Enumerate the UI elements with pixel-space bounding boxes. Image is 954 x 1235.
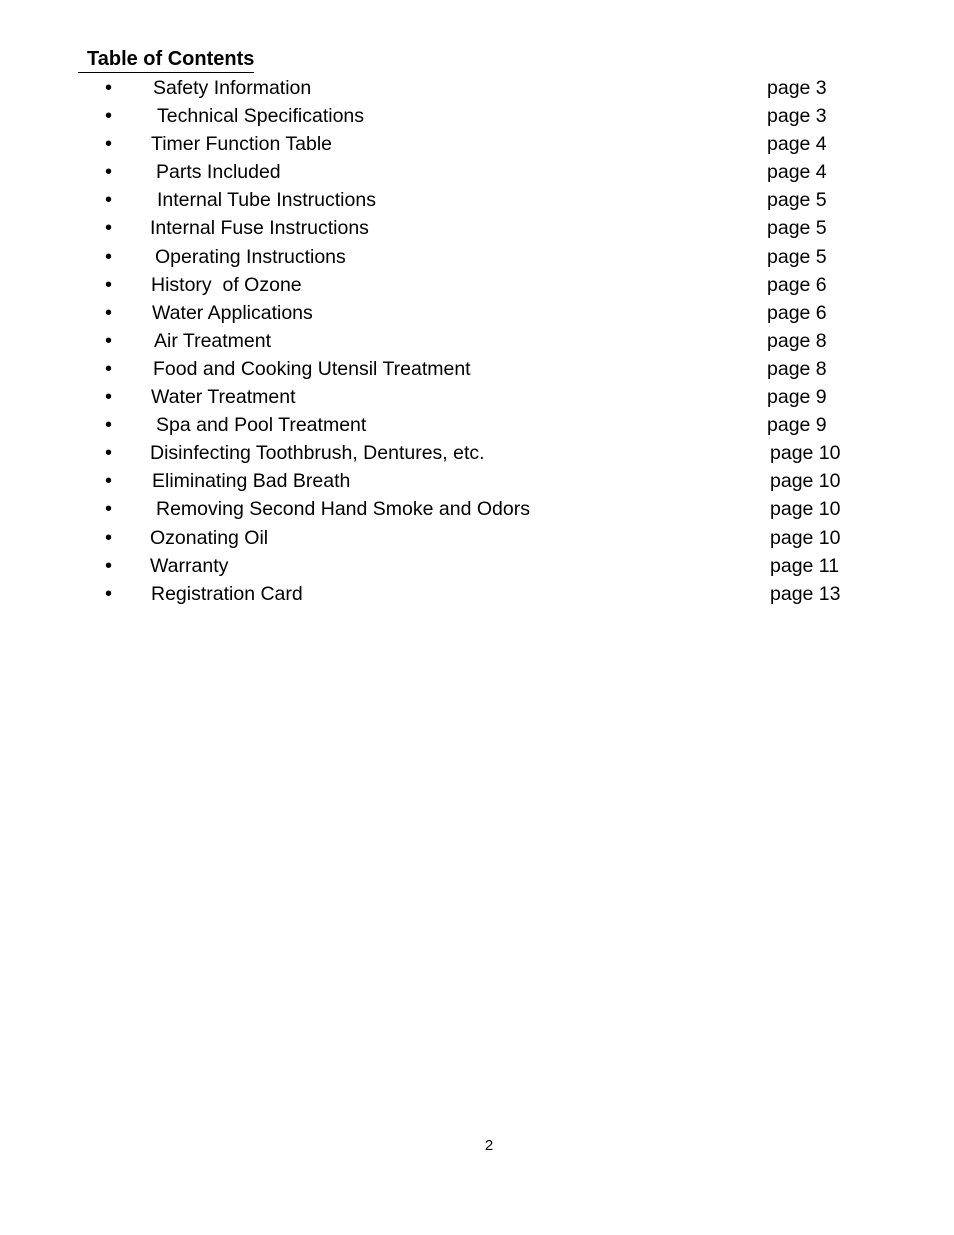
toc-entry-title: Parts Included <box>156 161 281 184</box>
page-number: 2 <box>484 1137 494 1154</box>
toc-list <box>0 74 954 608</box>
bullet-icon: • <box>105 105 113 128</box>
toc-entry <box>0 327 954 355</box>
toc-entry-page: page 3 <box>767 105 827 128</box>
toc-entry-page: page 6 <box>767 273 827 296</box>
toc-entry-title: Food and Cooking Utensil Treatment <box>153 357 471 380</box>
bullet-icon: • <box>105 414 113 437</box>
bullet-icon: • <box>105 554 113 577</box>
toc-entry <box>0 439 954 467</box>
toc-entry <box>0 186 954 214</box>
bullet-icon: • <box>105 301 113 324</box>
bullet-icon: • <box>105 357 113 380</box>
toc-entry-page: page 8 <box>767 357 827 380</box>
toc-entry-title: Timer Function Table <box>151 133 332 156</box>
bullet-icon: • <box>105 273 113 296</box>
toc-entry <box>0 130 954 158</box>
bullet-icon: • <box>105 470 113 493</box>
toc-entry <box>0 299 954 327</box>
bullet-icon: • <box>105 386 113 409</box>
bullet-icon: • <box>105 77 113 99</box>
toc-entry-title: Warranty <box>150 554 229 577</box>
toc-entry <box>0 214 954 242</box>
toc-entry-page: page 11 <box>770 554 840 577</box>
toc-entry-title: History of Ozone <box>151 273 302 296</box>
toc-entry-page: page 9 <box>767 414 827 437</box>
toc-entry-title: Disinfecting Toothbrush, Dentures, etc. <box>150 442 485 465</box>
toc-entry-page: page 5 <box>767 245 827 268</box>
toc-entry-title: Spa and Pool Treatment <box>156 414 367 437</box>
toc-entry-title: Air Treatment <box>154 329 272 352</box>
toc-entry <box>0 243 954 271</box>
toc-entry-page: page 4 <box>767 133 827 156</box>
toc-entry-page: page 10 <box>770 470 841 493</box>
toc-entry-title: Safety Information <box>153 77 312 99</box>
bullet-icon: • <box>105 498 113 521</box>
bullet-icon: • <box>105 582 113 605</box>
bullet-icon: • <box>105 526 113 549</box>
toc-entry-title: Operating Instructions <box>155 245 346 268</box>
toc-entry-title: Internal Tube Instructions <box>157 189 376 212</box>
toc-entry <box>0 355 954 383</box>
toc-entry-page: page 5 <box>767 189 827 212</box>
toc-entry <box>0 524 954 552</box>
toc-entry <box>0 467 954 495</box>
toc-entry <box>0 411 954 439</box>
toc-entry-page: page 5 <box>767 217 827 240</box>
toc-entry-page: page 10 <box>770 498 841 521</box>
bullet-icon: • <box>105 133 113 156</box>
toc-entry <box>0 495 954 523</box>
toc-entry-title: Registration Card <box>151 582 303 605</box>
toc-entry-page: page 3 <box>767 77 827 99</box>
toc-entry <box>0 102 954 130</box>
toc-entry-title: Eliminating Bad Breath <box>152 470 351 493</box>
bullet-icon: • <box>105 442 113 465</box>
toc-entry-page: page 6 <box>767 301 827 324</box>
toc-heading: Table of Contents <box>78 46 254 73</box>
toc-entry-title: Water Applications <box>152 301 313 324</box>
toc-entry-page: page 9 <box>767 386 827 409</box>
bullet-icon: • <box>105 245 113 268</box>
toc-entry-title: Ozonating Oil <box>150 526 269 549</box>
bullet-icon: • <box>105 329 113 352</box>
bullet-icon: • <box>105 189 113 212</box>
toc-entry-page: page 10 <box>770 442 841 465</box>
toc-entry-page: page 10 <box>770 526 841 549</box>
toc-entry-page: page 8 <box>767 329 827 352</box>
toc-entry-title: Internal Fuse Instructions <box>150 217 369 240</box>
toc-entry <box>0 74 954 102</box>
toc-entry-page: page 13 <box>770 582 841 605</box>
toc-entry <box>0 383 954 411</box>
toc-entry-page: page 4 <box>767 161 827 184</box>
toc-entry <box>0 552 954 580</box>
toc-entry-title: Removing Second Hand Smoke and Odors <box>156 498 530 521</box>
toc-entry <box>0 158 954 186</box>
toc-entry <box>0 580 954 608</box>
bullet-icon: • <box>105 161 113 184</box>
bullet-icon: • <box>105 217 113 240</box>
toc-entry-title: Technical Specifications <box>157 105 365 128</box>
toc-entry <box>0 271 954 299</box>
toc-entry-title: Water Treatment <box>151 386 296 409</box>
